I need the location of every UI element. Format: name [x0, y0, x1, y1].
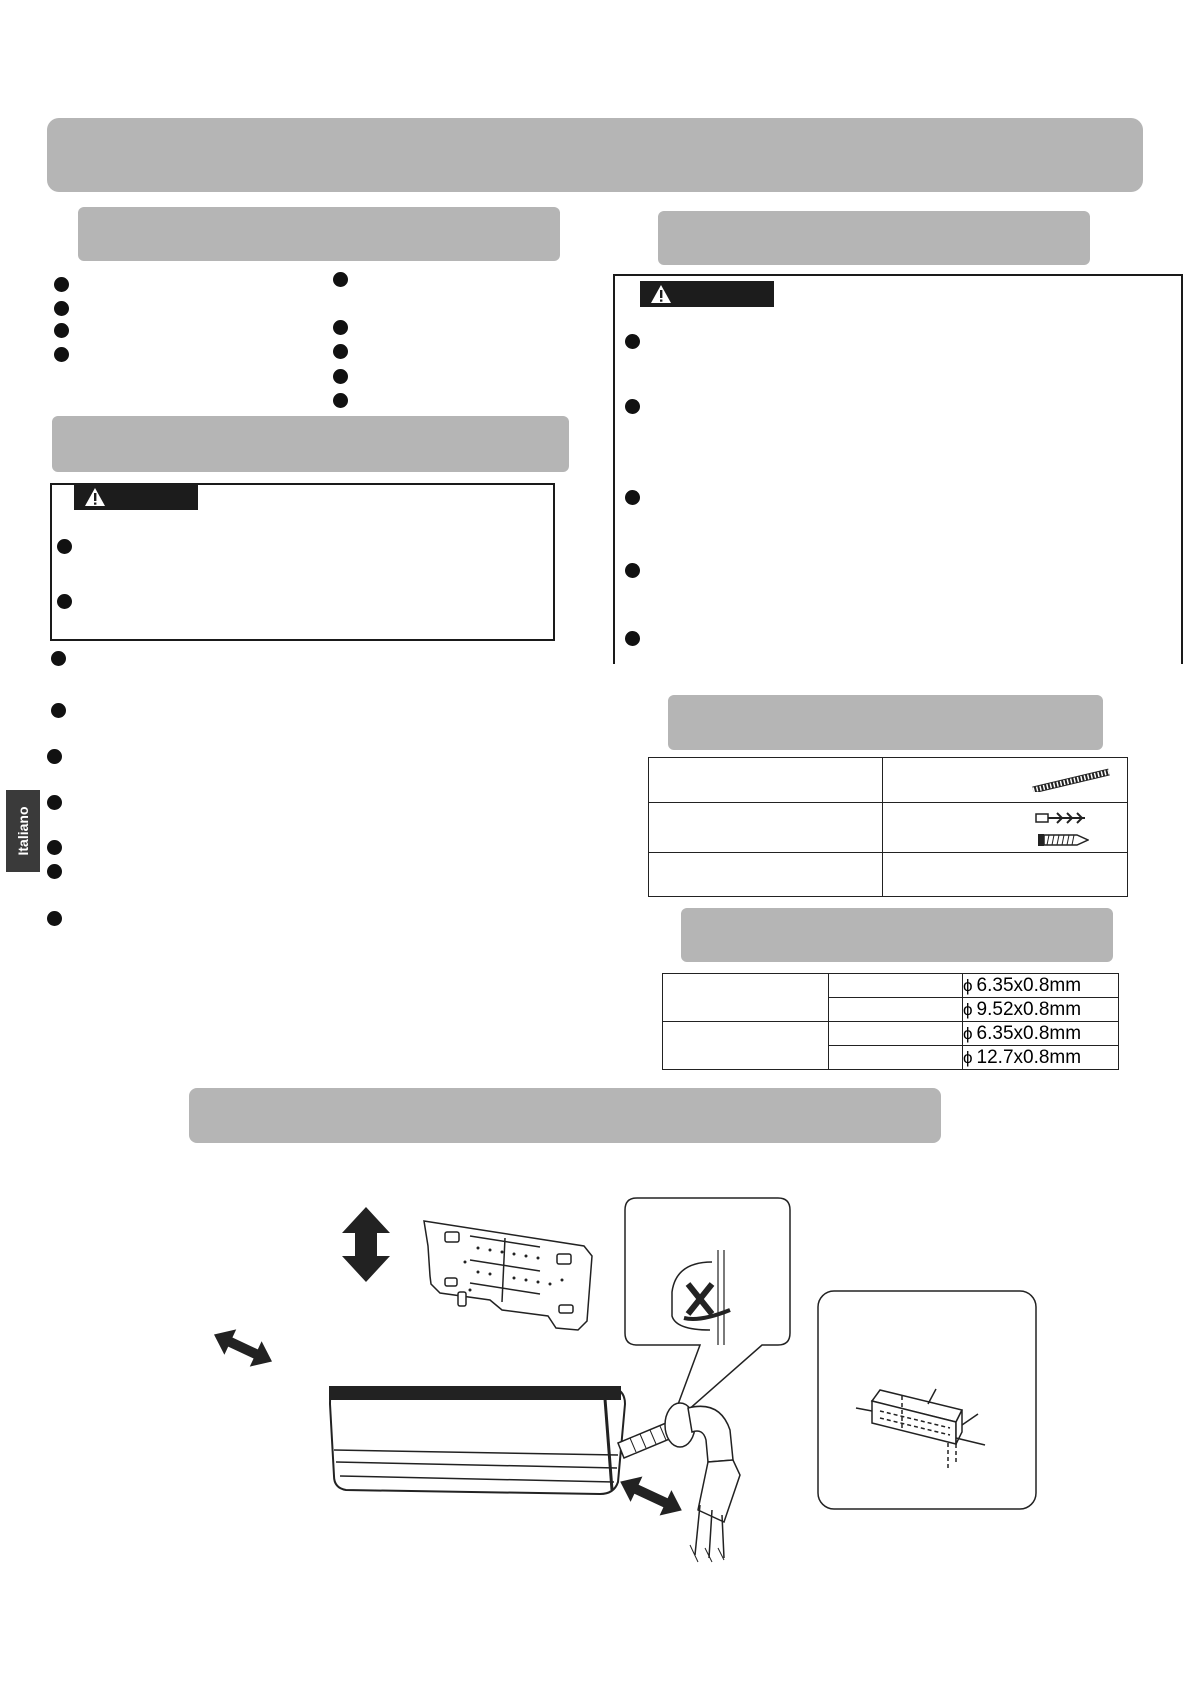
detail-box	[818, 1291, 1036, 1509]
diameter-symbol: ϕ	[963, 975, 973, 995]
vertical-arrow-icon	[342, 1207, 390, 1282]
pipe-size-value: 9.52x0.8mm	[976, 998, 1082, 1020]
horizontal-arrow-icon	[208, 1322, 278, 1374]
pipe-size-value: 6.35x0.8mm	[976, 1022, 1082, 1044]
diameter-symbol: ϕ	[963, 999, 973, 1019]
horizontal-arrow-icon	[614, 1469, 687, 1523]
diameter-symbol: ϕ	[963, 1047, 973, 1067]
indoor-unit	[330, 1387, 625, 1494]
pipe-size-value: 12.7x0.8mm	[976, 1046, 1082, 1068]
pipe-size-value: 6.35x0.8mm	[976, 974, 1082, 996]
detail-callout	[625, 1198, 790, 1426]
mounting-plate	[424, 1221, 592, 1330]
language-label: Italiano	[15, 806, 31, 856]
diameter-symbol: ϕ	[963, 1023, 973, 1043]
